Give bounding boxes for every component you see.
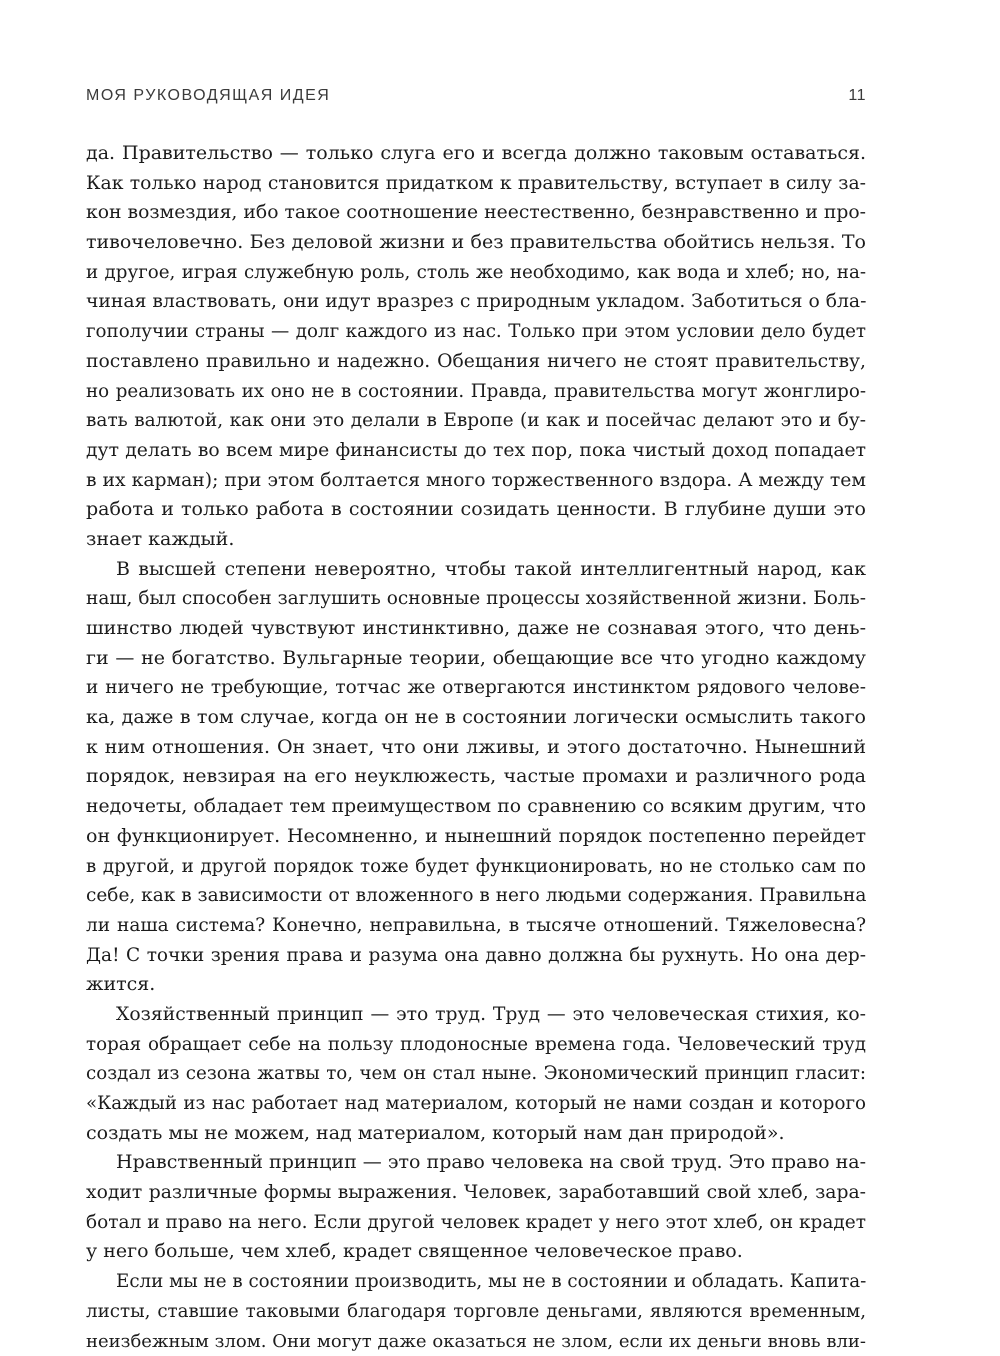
text-line: но реализовать их оно не в состоянии. Правда, правительства могут жонглиро-: [86, 377, 866, 407]
text-line: у него больше, чем хлеб, крадет священное человеческое право.: [86, 1237, 866, 1267]
text-line: неизбежным злом. Они могут даже оказаться не злом, если их деньги вновь вли-: [86, 1327, 866, 1356]
text-line: и ничего не требующие, тотчас же отвергаются инстинктом рядового челове-: [86, 673, 866, 703]
paragraph: [86, 139, 866, 555]
text-line: в их карман); при этом болтается много торжественного вздора. А между тем: [86, 466, 866, 496]
text-line: ботал и право на него. Если другой человек крадет у него этот хлеб, он крадет: [86, 1208, 866, 1238]
text-line: гополучии страны — долг каждого из нас. Только при этом условии дело будет: [86, 317, 866, 347]
text-line: и другое, играя служебную роль, столь же необходимо, как вода и хлеб; но, на-: [86, 258, 866, 288]
text-line: Хозяйственный принцип — это труд. Труд — это человеческая стихия, ко-: [86, 1000, 866, 1030]
text-line: наш, был способен заглушить основные процессы хозяйственной жизни. Боль-: [86, 584, 866, 614]
text-line: дут делать во всем мире финансисты до тех пор, пока чистый доход попадает: [86, 436, 866, 466]
paragraph: [86, 1148, 866, 1267]
text-line: Да! С точки зрения права и разума она давно должна бы рухнуть. Но она дер-: [86, 941, 866, 971]
text-line: тивочеловечно. Без деловой жизни и без правительства обойтись нельзя. То: [86, 228, 866, 258]
text-line: ги — не богатство. Вульгарные теории, обещающие все что угодно каждому: [86, 644, 866, 674]
text-line: Как только народ становится придатком к правительству, вступает в силу за-: [86, 169, 866, 199]
text-line: В высшей степени невероятно, чтобы такой интеллигентный народ, как: [86, 555, 866, 585]
text-line: в другой, и другой порядок тоже будет функционировать, но не столько сам по: [86, 852, 866, 882]
text-line: он функционирует. Несомненно, и нынешний порядок постепенно перейдет: [86, 822, 866, 852]
text-line: поставлено правильно и надежно. Обещания ничего не стоят правительству,: [86, 347, 866, 377]
text-line: да. Правительство — только слуга его и всегда должно таковым оставаться.: [86, 139, 866, 169]
text-line: создал из сезона жатвы то, чем он стал ныне. Экономический принцип гласит:: [86, 1059, 866, 1089]
chapter-title: МОЯ РУКОВОДЯЩАЯ ИДЕЯ: [86, 87, 330, 105]
text-line: чиная властвовать, они идут вразрез с природным укладом. Заботиться о бла-: [86, 287, 866, 317]
paragraph: [86, 555, 866, 1000]
text-line: Если мы не в состоянии производить, мы не в состоянии и обладать. Капита-: [86, 1267, 866, 1297]
paragraph: [86, 1000, 866, 1148]
text-line: «Каждый из нас работает над материалом, который не нами создан и которого: [86, 1089, 866, 1119]
text-line: недочеты, обладает тем преимуществом по сравнению со всяким другим, что: [86, 792, 866, 822]
text-line: Нравственный принцип — это право человека на свой труд. Это право на-: [86, 1148, 866, 1178]
page-number: 11: [848, 87, 866, 105]
body-text: [86, 139, 866, 1356]
text-line: ка, даже в том случае, когда он не в состоянии логически осмыслить такого: [86, 703, 866, 733]
text-line: листы, ставшие таковыми благодаря торговле деньгами, являются временным,: [86, 1297, 866, 1327]
text-line: ли наша система? Конечно, неправильна, в тысяче отношений. Тяжеловесна?: [86, 911, 866, 941]
text-line: вать валютой, как они это делали в Европе (и как и посейчас делают это и бу-: [86, 406, 866, 436]
text-line: шинство людей чувствуют инстинктивно, даже не сознавая этого, что день-: [86, 614, 866, 644]
text-line: жится.: [86, 970, 866, 1000]
running-header: [86, 87, 866, 107]
text-line: работа и только работа в состоянии созидать ценности. В глубине души это: [86, 495, 866, 525]
text-line: себе, как в зависимости от вложенного в него людьми содержания. Правильна: [86, 881, 866, 911]
text-line: порядок, невзирая на его неуклюжесть, частые промахи и различного рода: [86, 762, 866, 792]
text-line: торая обращает себе на пользу плодоносные времена года. Человеческий труд: [86, 1030, 866, 1060]
text-line: ходит различные формы выражения. Человек, заработавший свой хлеб, зара-: [86, 1178, 866, 1208]
text-line: создать мы не можем, над материалом, который нам дан природой».: [86, 1119, 866, 1149]
text-line: знает каждый.: [86, 525, 866, 555]
text-line: к ним отношения. Он знает, что они лживы, и этого достаточно. Нынешний: [86, 733, 866, 763]
text-line: кон возмездия, ибо такое соотношение неестественно, безнравственно и про-: [86, 198, 866, 228]
